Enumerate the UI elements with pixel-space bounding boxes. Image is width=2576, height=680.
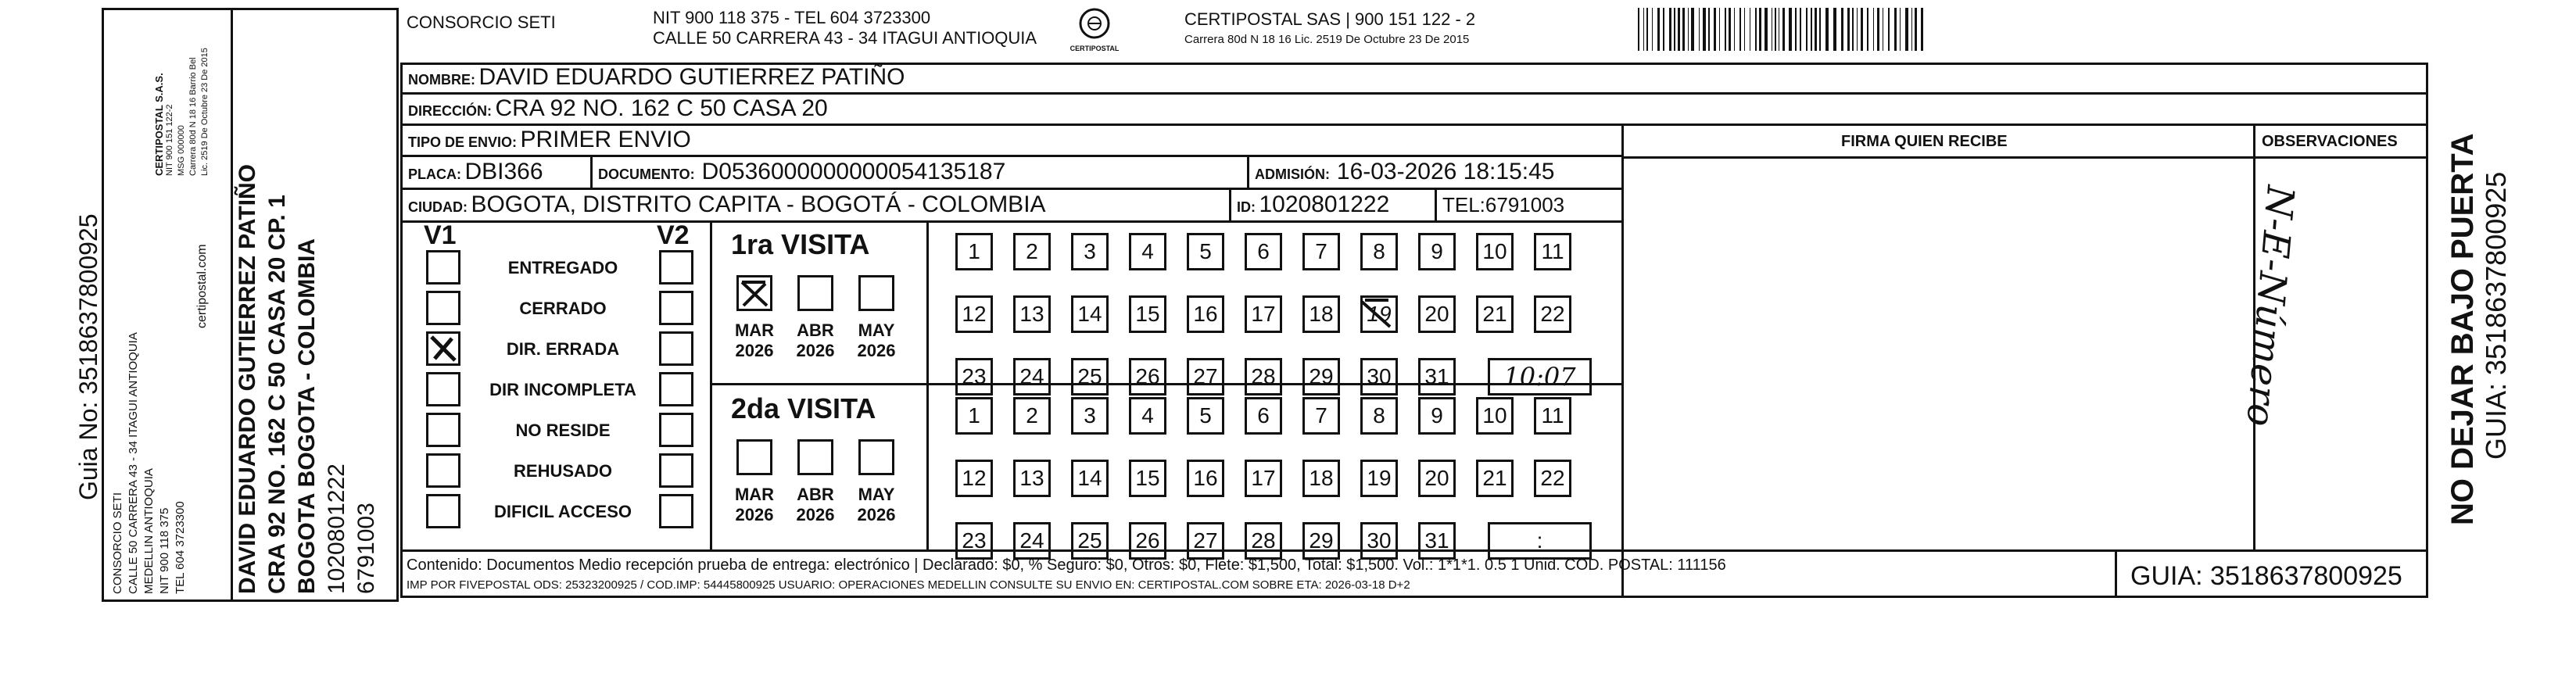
stub-stamp-line: Carrera 80d N 18 16 Barrio Bel: [188, 57, 198, 176]
v1-checkbox[interactable]: [426, 291, 460, 325]
form-frame: [400, 63, 2428, 598]
imp-text: IMP POR FIVEPOSTAL ODS: 25323200925 / COD.IMP: 54445800925 USUARIO: OPERACIONES MEDELLIN CONSULTE SU ENVIO EN: CERTIPOSTAL.COM SOBRE ETA: 2026-03-18 D+2: [407, 578, 1410, 592]
barcode-bar: [1806, 8, 1807, 51]
day-cell[interactable]: 26: [1129, 522, 1166, 560]
day-cell[interactable]: 22: [1534, 295, 1571, 333]
nombre-value: DAVID EDUARDO GUTIERREZ PATIÑO: [478, 64, 905, 90]
barcode-bar: [1688, 8, 1689, 51]
stub-divider: [231, 8, 233, 602]
day-cell[interactable]: 28: [1245, 358, 1282, 395]
v1-label: V1: [424, 220, 457, 250]
barcode-bar: [1911, 8, 1912, 51]
day-cell[interactable]: 5: [1187, 397, 1224, 435]
day-cell[interactable]: 21: [1476, 460, 1514, 497]
barcode-bar: [1921, 8, 1923, 51]
header-sender-address: CALLE 50 CARRERA 43 - 34 ITAGUI ANTIOQUIA: [653, 28, 1037, 48]
barcode-bar: [1652, 8, 1653, 51]
v1-checkbox[interactable]: [426, 453, 460, 488]
year-label: 2026: [796, 341, 835, 360]
barcode-bar: [1833, 8, 1836, 51]
id-field: ID: 1020801222: [1237, 191, 1390, 217]
day-cell[interactable]: 16: [1187, 460, 1224, 497]
day-cell[interactable]: 14: [1071, 460, 1109, 497]
year-label: 2026: [735, 505, 774, 524]
barcode-bar: [1669, 8, 1671, 51]
day-cell[interactable]: 30: [1360, 522, 1398, 560]
year-label: 2026: [735, 341, 774, 360]
barcode-bar: [1699, 8, 1700, 51]
month-year-label: [723, 485, 786, 525]
tel-field: TEL:6791003: [1442, 193, 1565, 217]
stub-recipient-line: 1020801222: [324, 463, 349, 594]
status-option-label: REHUSADO: [514, 461, 612, 481]
day-cell[interactable]: 17: [1245, 460, 1282, 497]
stub-recipient-line: BOGOTA BOGOTA - COLOMBIA: [294, 238, 320, 594]
tipo-envio-row: TIPO DE ENVIO: PRIMER ENVIO: [408, 127, 691, 152]
visit1-title: 1ra VISITA: [731, 228, 870, 260]
day-cell[interactable]: 21: [1476, 295, 1514, 333]
status-option-label: NO RESIDE: [515, 421, 611, 440]
barcode-bar: [1663, 8, 1664, 51]
side-guia: GUIA: 3518637800925: [2480, 171, 2512, 460]
barcode-bar: [1739, 8, 1741, 51]
barcode-bar: [1825, 8, 1829, 51]
firma-quien-recibe-label: FIRMA QUIEN RECIBE: [1841, 133, 2008, 150]
stub-sender-line: TEL 604 3723300: [174, 501, 187, 594]
status-option-label: ENTREGADO: [507, 258, 618, 277]
stub-stamp-line: MSG 000000: [177, 125, 186, 176]
handwritten-observation: N-E-Número: [2237, 184, 2302, 428]
nombre-row: NOMBRE: DAVID EDUARDO GUTIERREZ PATIÑO: [408, 64, 905, 90]
day-cell[interactable]: 28: [1245, 522, 1282, 560]
visit-time-box[interactable]: 10:07: [1488, 358, 1592, 395]
month-checkbox[interactable]: [858, 275, 894, 311]
day-cell[interactable]: 20: [1418, 295, 1456, 333]
stub-stamp-line: NIT 900 151 122-2: [165, 104, 174, 176]
v1-checkbox[interactable]: [426, 413, 460, 447]
stub-stamp-line: CERTIPOSTAL S.A.S.: [153, 73, 165, 176]
barcode-bar: [1894, 8, 1897, 51]
visit2-title: 2da VISITA: [731, 392, 876, 424]
day-cell[interactable]: 20: [1418, 460, 1456, 497]
day-cell[interactable]: 22: [1534, 460, 1571, 497]
barcode-bar: [1819, 8, 1821, 51]
status-option-label: DIR INCOMPLETA: [489, 380, 636, 399]
v1-checkbox[interactable]: [426, 250, 460, 285]
day-cell[interactable]: 6: [1245, 233, 1282, 270]
day-cell[interactable]: 27: [1187, 358, 1224, 395]
documento-field: DOCUMENTO: D0536000000000054135187: [598, 159, 1006, 184]
v2-label: V2: [657, 220, 690, 250]
day-cell[interactable]: 29: [1302, 522, 1340, 560]
placa-field: PLACA: DBI366: [408, 159, 543, 184]
month-checkbox[interactable]: [797, 439, 833, 475]
barcode-bar: [1852, 8, 1854, 51]
year-label: 2026: [857, 341, 896, 360]
day-cell[interactable]: 7: [1302, 397, 1340, 435]
month-label: ABR: [797, 320, 834, 340]
barcode-bar: [1915, 8, 1917, 51]
day-cell[interactable]: 1: [955, 397, 993, 435]
barcode-bar: [1765, 8, 1768, 51]
stub-website: certipostal.com: [195, 244, 209, 328]
stub-sender-line: NIT 900 118 375: [158, 507, 171, 594]
year-label: 2026: [857, 505, 896, 524]
barcode: [1638, 8, 2107, 51]
barcode-bar: [1674, 8, 1675, 51]
month-year-label: [784, 320, 847, 361]
day-cell[interactable]: 23: [955, 358, 993, 395]
day-cell[interactable]: 14: [1071, 295, 1109, 333]
barcode-bar: [1678, 8, 1680, 51]
day-cell[interactable]: 25: [1071, 358, 1109, 395]
day-cell[interactable]: 18: [1302, 460, 1340, 497]
day-cell[interactable]: 24: [1013, 358, 1051, 395]
day-cell[interactable]: 16: [1187, 295, 1224, 333]
day-cell[interactable]: 3: [1071, 397, 1109, 435]
month-checkbox[interactable]: [736, 439, 772, 475]
day-cell[interactable]: 25: [1071, 522, 1109, 560]
logo-icon: [1077, 6, 1112, 41]
stub-sender-line: CALLE 50 CARRERA 43 - 34 ITAGUI ANTIOQUIA: [127, 332, 140, 594]
stub-stamp-line: Lic. 2519 De Octubre 23 De 2015: [200, 48, 210, 176]
direccion-row: DIRECCIÓN: CRA 92 NO. 162 C 50 CASA 20: [408, 95, 828, 121]
header-company-address: Carrera 80d N 18 16 Lic. 2519 De Octubre 23 De 2015: [1184, 33, 1470, 46]
day-cell[interactable]: 13: [1013, 460, 1051, 497]
day-cell[interactable]: 9: [1418, 397, 1456, 435]
day-cell[interactable]: 11: [1534, 397, 1571, 435]
day-cell[interactable]: 26: [1129, 358, 1166, 395]
stub-recipient-line: DAVID EDUARDO GUTIERREZ PATIÑO: [235, 163, 260, 594]
barcode-bar: [1657, 8, 1660, 51]
barcode-bar: [1811, 8, 1812, 51]
day-cell[interactable]: 24: [1013, 522, 1051, 560]
status-option-label: DIR. ERRADA: [506, 339, 620, 359]
barcode-bar: [1800, 8, 1801, 51]
month-checkbox[interactable]: [736, 275, 772, 311]
barcode-bar: [1643, 8, 1644, 51]
status-option-label: DIFICIL ACCESO: [493, 502, 632, 521]
barcode-bar: [1638, 8, 1639, 51]
day-cell[interactable]: 19: [1360, 295, 1398, 333]
ciudad-field: CIUDAD: BOGOTA, DISTRITO CAPITA - BOGOTÁ - COLOMBIA: [408, 191, 1046, 217]
barcode-bar: [1759, 8, 1761, 51]
day-cell[interactable]: 3: [1071, 233, 1109, 270]
barcode-bar: [1719, 8, 1720, 51]
day-cell[interactable]: 12: [955, 295, 993, 333]
month-year-label: [845, 485, 908, 525]
barcode-bar: [1900, 8, 1901, 51]
barcode-bar: [1795, 8, 1797, 51]
day-cell[interactable]: 7: [1302, 233, 1340, 270]
barcode-bar: [1841, 8, 1843, 51]
day-cell[interactable]: 31: [1418, 358, 1456, 395]
stub-sender-line: MEDELLIN ANTIOQUIA: [142, 468, 156, 594]
day-cell[interactable]: 30: [1360, 358, 1398, 395]
barcode-bar: [1815, 8, 1817, 51]
barcode-bar: [1725, 8, 1726, 51]
barcode-bar: [1744, 8, 1745, 51]
day-cell[interactable]: 8: [1360, 397, 1398, 435]
stub-recipient-line: 6791003: [353, 503, 379, 594]
day-cell[interactable]: 1: [955, 233, 993, 270]
barcode-bar: [1867, 8, 1868, 51]
no-dejar-bajo-puerta: NO DEJAR BAJO PUERTA: [2445, 133, 2480, 525]
month-year-label: [723, 320, 786, 361]
certipostal-logo: CERTIPOSTAL: [1063, 6, 1126, 52]
barcode-bar: [1877, 8, 1879, 51]
barcode-bar: [1703, 8, 1706, 51]
barcode-bar: [1861, 8, 1863, 51]
day-cell[interactable]: 12: [955, 460, 993, 497]
day-cell[interactable]: 10: [1476, 233, 1514, 270]
status-option-label: CERRADO: [519, 299, 607, 318]
month-year-label: [784, 485, 847, 525]
v1-checkbox[interactable]: [426, 331, 460, 366]
day-cell[interactable]: 6: [1245, 397, 1282, 435]
year-label: 2026: [796, 505, 835, 524]
visit-time-box[interactable]: :: [1488, 522, 1592, 560]
month-label: MAR: [734, 320, 775, 340]
day-cell[interactable]: 4: [1129, 233, 1166, 270]
month-label: MAY: [858, 485, 895, 504]
month-label: MAY: [858, 320, 895, 340]
barcode-bar: [1905, 8, 1908, 51]
day-cell[interactable]: 13: [1013, 295, 1051, 333]
barcode-bar: [1708, 8, 1710, 51]
barcode-bar: [1782, 8, 1785, 51]
day-cell[interactable]: 29: [1302, 358, 1340, 395]
stub-recipient-line: CRA 92 NO. 162 C 50 CASA 20 CP. 1: [264, 195, 290, 594]
stub-sender-line: CONSORCIO SETI: [111, 492, 124, 594]
day-cell[interactable]: 27: [1187, 522, 1224, 560]
day-cell[interactable]: 17: [1245, 295, 1282, 333]
barcode-bar: [1714, 8, 1716, 51]
contenido-text: Contenido: Documentos Medio recepción prueba de entrega: electrónico | Declarado: $0, % Seguro: $0, Otros: $0, Flete: $1,500, Total: $1,500. Vol.: 1*1*1. 0.5 1 Unid. COD. POSTAL: 111156: [407, 557, 1726, 574]
header-sender-name: CONSORCIO SETI: [407, 13, 556, 32]
barcode-bar: [1734, 8, 1735, 51]
month-year-label: [845, 320, 908, 361]
barcode-bar: [1847, 8, 1850, 51]
barcode-bar: [1755, 8, 1757, 51]
admision-field: ADMISIÓN: 16-03-2026 18:15:45: [1255, 159, 1555, 184]
v1-checkbox[interactable]: [426, 372, 460, 406]
barcode-bar: [1873, 8, 1874, 51]
barcode-bar: [1789, 8, 1792, 51]
day-cell[interactable]: 2: [1013, 233, 1051, 270]
barcode-bar: [1682, 8, 1685, 51]
tipo-envio-value: PRIMER ENVIO: [520, 127, 691, 152]
barcode-bar: [1857, 8, 1858, 51]
day-cell[interactable]: 15: [1129, 295, 1166, 333]
month-label: ABR: [797, 485, 834, 504]
barcode-bar: [1646, 8, 1648, 51]
stub-guia-number: Guia No: 3518637800925: [74, 213, 102, 500]
day-cell[interactable]: 18: [1302, 295, 1340, 333]
observaciones-label: OBSERVACIONES: [2262, 133, 2398, 150]
day-cell[interactable]: 10: [1476, 397, 1514, 435]
day-cell[interactable]: 19: [1360, 460, 1398, 497]
header-company: CERTIPOSTAL SAS | 900 151 122 - 2: [1184, 9, 1476, 29]
month-label: MAR: [734, 485, 775, 504]
day-cell[interactable]: 23: [955, 522, 993, 560]
day-cell[interactable]: 2: [1013, 397, 1051, 435]
direccion-value: CRA 92 NO. 162 C 50 CASA 20: [495, 95, 828, 121]
day-cell[interactable]: 11: [1534, 233, 1571, 270]
footer-guia: GUIA: 3518637800925: [2130, 561, 2402, 591]
day-cell[interactable]: 8: [1360, 233, 1398, 270]
barcode-bar: [1691, 8, 1694, 51]
day-cell[interactable]: 31: [1418, 522, 1456, 560]
v1-checkbox[interactable]: [426, 494, 460, 528]
month-checkbox[interactable]: [858, 439, 894, 475]
day-cell[interactable]: 9: [1418, 233, 1456, 270]
barcode-bar: [1775, 8, 1776, 51]
day-cell[interactable]: 4: [1129, 397, 1166, 435]
day-cell[interactable]: 15: [1129, 460, 1166, 497]
barcode-bar: [1729, 8, 1731, 51]
barcode-bar: [1888, 8, 1890, 51]
month-checkbox[interactable]: [797, 275, 833, 311]
header-sender-nit: NIT 900 118 375 - TEL 604 3723300: [653, 8, 931, 27]
day-cell[interactable]: 5: [1187, 233, 1224, 270]
